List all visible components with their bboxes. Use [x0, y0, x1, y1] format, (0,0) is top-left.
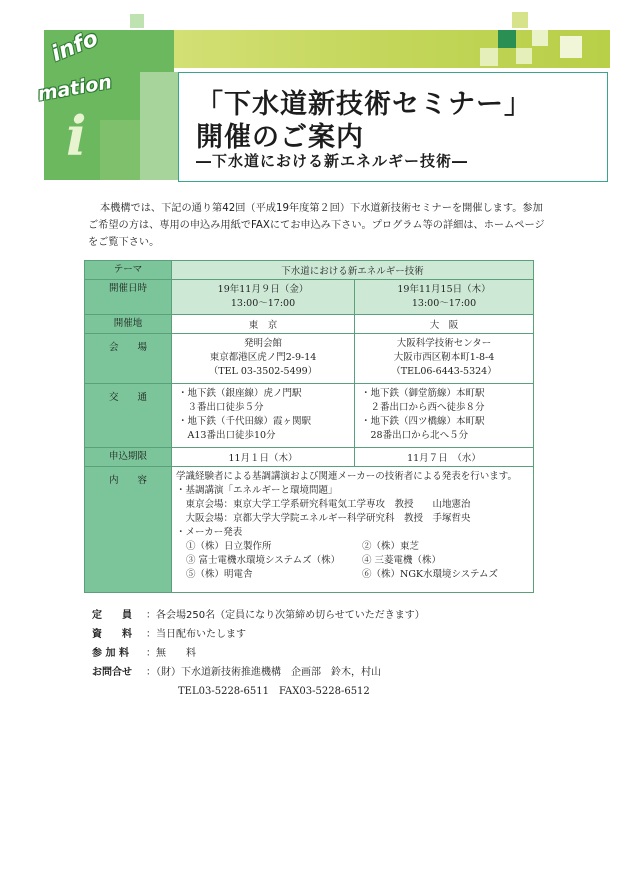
venue-tokyo-line: 東京都港区虎ノ門2-9-14	[209, 352, 317, 363]
content-line: ・基調講演「エネルギーと環境問題」	[176, 485, 338, 496]
maker-item: ⑥（株）NGK水環境システムズ	[362, 569, 499, 580]
deco-square	[560, 36, 582, 58]
venue-osaka-line: （TEL06-6443-5324）	[391, 366, 497, 377]
date-label: 開催日時	[85, 280, 172, 315]
place-osaka: 大 阪	[355, 315, 534, 334]
access-label: 交 通	[85, 384, 172, 448]
access-osaka-line: 28番出口から北へ５分	[361, 430, 469, 441]
materials-row	[92, 625, 425, 644]
fee-row	[92, 644, 425, 663]
materials-value: ：当日配布いたします	[146, 629, 246, 640]
access-tokyo-line: A13番出口徒歩10分	[178, 430, 276, 441]
logo-i-glyph: i	[66, 104, 87, 168]
event-details	[92, 606, 425, 701]
maker-item: ④ 三菱電機（株）	[362, 555, 442, 566]
content-line: 学識経験者による基調講演および関連メーカーの技術者による発表を行います。	[176, 471, 518, 482]
deadline-tokyo: 11月１日（木）	[172, 448, 355, 467]
time-tokyo: 13:00～17:00	[230, 298, 296, 309]
place-tokyo: 東 京	[172, 315, 355, 334]
deco-square	[130, 14, 144, 28]
contact-tel: TEL03-5228-6511 FAX03-5228-6512	[178, 686, 370, 697]
logo-mation-text: mation	[36, 71, 114, 106]
venue-osaka-cell	[355, 334, 534, 384]
theme-value: 下水道における新エネルギー技術	[172, 261, 534, 280]
maker-item: ⑤（株）明電舎	[186, 569, 253, 580]
deco-square	[480, 48, 498, 66]
maker-item: ②（株）東芝	[362, 541, 420, 552]
access-osaka-line: ・地下鉄（四ツ橋線）本町駅	[361, 416, 485, 427]
table-row	[85, 334, 534, 384]
access-tokyo-line: ・地下鉄（千代田線）霞ヶ関駅	[178, 416, 312, 427]
content-line: ・メーカー発表	[176, 527, 243, 538]
contact-value: ：（財）下水道新技術推進機構 企画部 鈴木，村山	[146, 667, 381, 678]
theme-label: テーマ	[85, 261, 172, 280]
time-osaka: 13:00～17:00	[411, 298, 477, 309]
maker-list-left	[176, 540, 362, 582]
venue-osaka-line: 大阪科学技術センター	[396, 338, 492, 349]
date-osaka: 19年11月15日（木）	[397, 284, 491, 295]
logo-block-mid	[100, 120, 140, 180]
place-label: 開催地	[85, 315, 172, 334]
maker-item: ①（株）日立製作所	[186, 541, 272, 552]
date-tokyo-cell	[172, 280, 355, 315]
page-title: 「下水道新技術セミナー」	[196, 89, 532, 120]
deadline-osaka: 11月７日 （水）	[355, 448, 534, 467]
deco-square	[512, 12, 528, 28]
maker-list-right	[362, 540, 498, 582]
deco-square	[532, 30, 548, 46]
logo-block-light	[140, 72, 178, 180]
access-osaka-line: ２番出口から西へ徒歩８分	[361, 402, 485, 413]
capacity-row	[92, 606, 425, 625]
deco-square	[498, 30, 516, 48]
materials-key: 資 料	[92, 629, 132, 640]
venue-label: 会 場	[85, 334, 172, 384]
venue-osaka-line: 大阪市西区靭本町1-8-4	[393, 352, 495, 363]
capacity-key: 定 員	[92, 610, 132, 621]
deadline-label: 申込期限	[85, 448, 172, 467]
date-tokyo: 19年11月９日（金）	[217, 284, 309, 295]
capacity-value: ：各会場250名（定員になり次第締め切らせていただきます）	[146, 610, 425, 621]
access-osaka-line: ・地下鉄（御堂筋線）本町駅	[361, 388, 485, 399]
table-row	[85, 280, 534, 315]
fee-key: 参 加 料	[92, 648, 129, 659]
maker-list	[176, 540, 527, 582]
maker-item: ③ 富士電機水環境システムズ（株）	[186, 555, 341, 566]
header-banner	[0, 0, 620, 190]
contact-key: お問合せ	[92, 667, 132, 678]
deco-square	[516, 48, 532, 64]
venue-tokyo-cell	[172, 334, 355, 384]
table-row	[85, 448, 534, 467]
seminar-schedule-table	[84, 260, 534, 593]
intro-paragraph: 本機構では、下記の通り第42回（平成19年度第２回）下水道新技術セミナーを開催します。参加ご希望の方は、専用の申込み用紙でFAXにてお申込み下さい。プログラム等の詳細は、ホームページをご覧下さい。	[88, 203, 545, 248]
table-row	[85, 261, 534, 280]
page-title-line2: 開催のご案内	[196, 122, 364, 153]
access-tokyo-cell	[172, 384, 355, 448]
content-label: 内 容	[85, 467, 172, 593]
page-subtitle: ―下水道における新エネルギー技術―	[196, 152, 469, 170]
access-tokyo-line: ３番出口徒歩５分	[178, 402, 264, 413]
table-row	[85, 467, 534, 593]
content-cell	[172, 467, 534, 593]
contact-row	[92, 663, 425, 682]
venue-tokyo-line: 発明会館	[243, 338, 282, 349]
access-tokyo-line: ・地下鉄（銀座線）虎ノ門駅	[178, 388, 302, 399]
content-line: 大阪会場：京都大学大学院エネルギー科学研究科 教授 手塚哲央	[176, 513, 471, 524]
content-line: 東京会場：東京大学工学系研究科電気工学専攻 教授 山地憲治	[176, 499, 471, 510]
date-osaka-cell	[355, 280, 534, 315]
fee-value: ：無 料	[146, 648, 196, 659]
access-osaka-cell	[355, 384, 534, 448]
logo-info-text: info	[48, 26, 102, 68]
table-row	[85, 384, 534, 448]
table-row	[85, 315, 534, 334]
venue-tokyo-line: （TEL 03-3502-5499）	[208, 366, 318, 377]
